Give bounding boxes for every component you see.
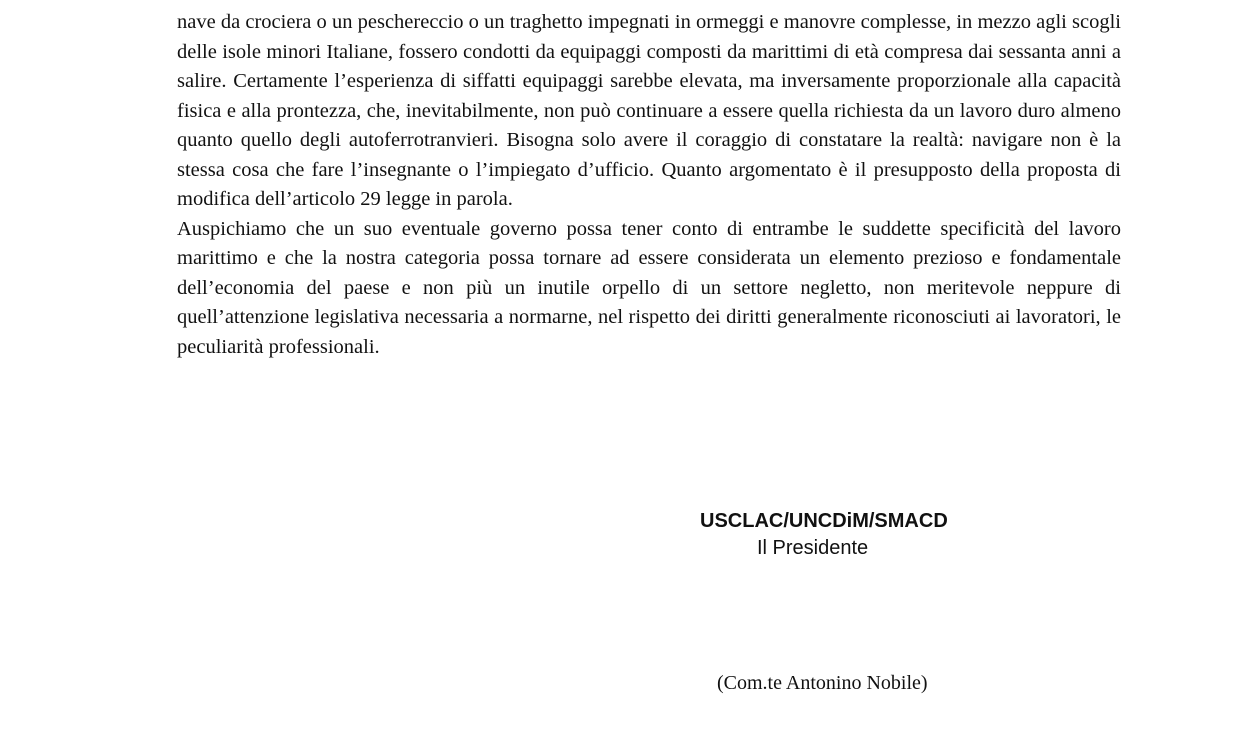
signature-organization: USCLAC/UNCDiM/SMACD	[700, 510, 948, 532]
letter-body	[177, 8, 1121, 362]
paragraph-2: Auspichiamo che un suo eventuale governo possa tener conto di entrambe le suddette specificità del lavoro marittimo e che la nostra categoria possa tornare ad essere considerata un elemento prezioso e fondamentale dell’economia del paese e non più un inutile orpello di un settore negletto, non meritevole neppure di quell’attenzione legislativa necessaria a normarne, nel rispetto dei diritti generalmente riconosciuti ai lavoratori, le peculiarità professionali.	[177, 217, 1121, 358]
signature-role: Il Presidente	[757, 537, 869, 559]
signature-name: (Com.te Antonino Nobile)	[717, 672, 928, 694]
paragraph-1: nave da crociera o un peschereccio o un traghetto impegnati in ormeggi e manovre complesse, in mezzo agli scogli delle isole minori Italiane, fossero condotti da equipaggi composti da marittimi di età compresa dai sessanta anni a salire. Certamente l’esperienza di siffatti equipaggi sarebbe elevata, ma inversamente proporzionale alla capacità fisica e alla prontezza, che, inevitabilmente, non può continuare a essere quella richiesta da un lavoro duro almeno quanto quello degli autoferrotranvieri. Bisogna solo avere il coraggio di constatare la realtà: navigare non è la stessa cosa che fare l’insegnante o l’impiegato d’ufficio. Quanto argomentato è il presupposto della proposta di modifica dell’articolo 29 legge in parola.	[177, 11, 1121, 210]
